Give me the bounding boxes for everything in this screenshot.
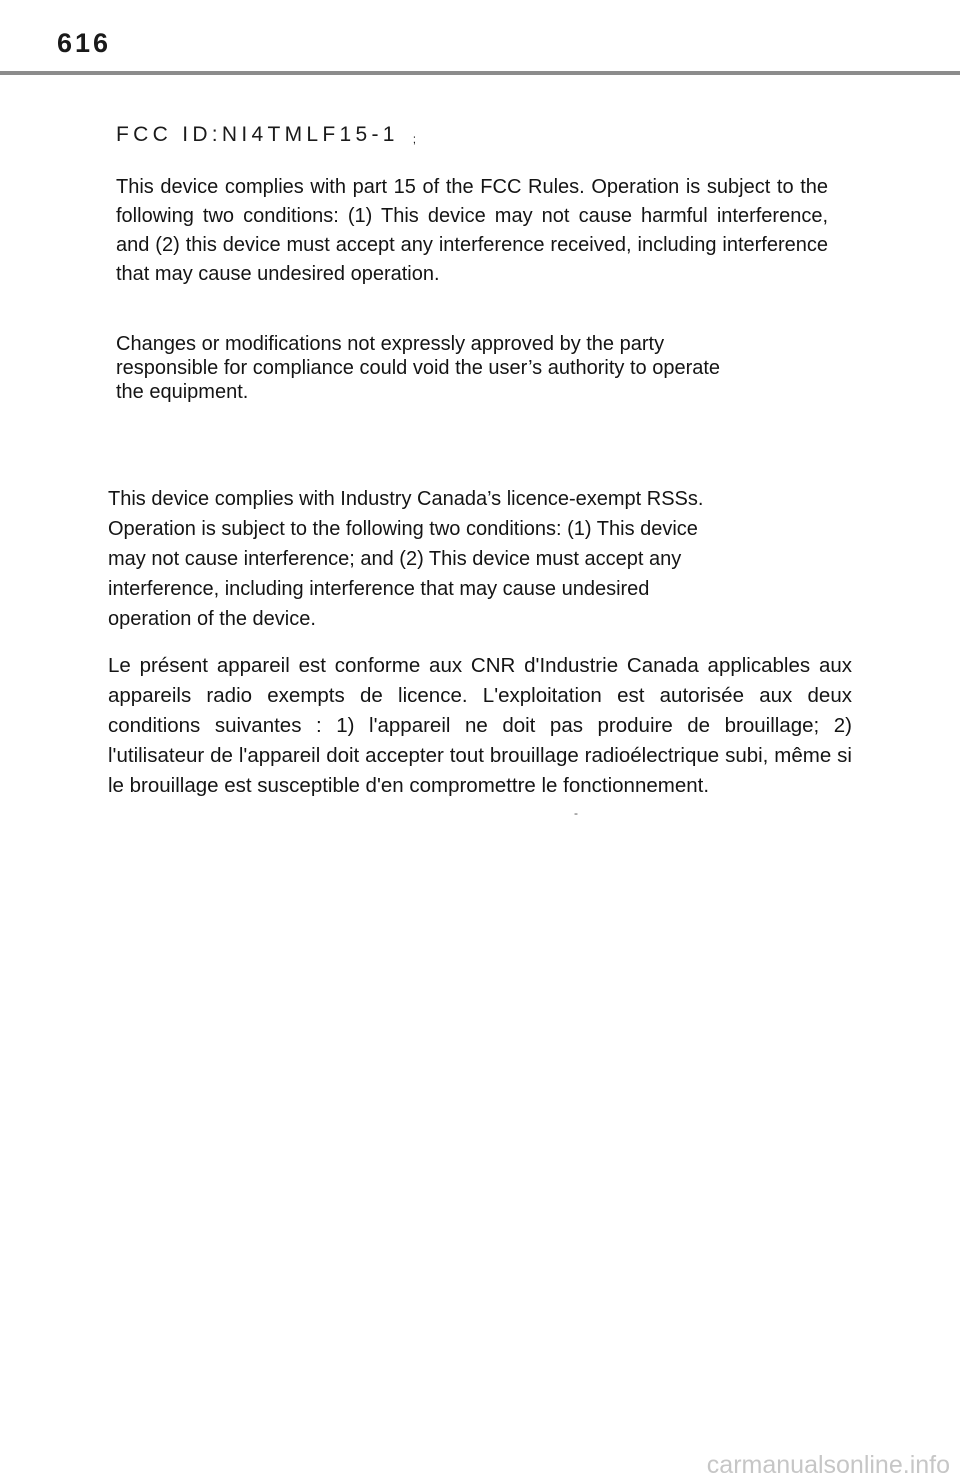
- industry-canada-line: interference, including interference that may cause undesired: [108, 578, 650, 600]
- industry-canada-line: This device complies with Industry Canada’s licence-exempt RSSs.: [108, 488, 704, 510]
- fcc-id-trailing-mark: ;: [412, 132, 417, 146]
- industry-canada-french-paragraph: Le présent appareil est conforme aux CNR d'Industrie Canada applicables aux appareils radio exempts de licence. L'exploitation est autorisée aux deux conditions suivantes : 1) l'appareil ne doit pas produire de brouillage; 2) l'utilisateur de l'appareil doit accepter tout brouillage radioélectrique subi, même si le brouillage est susceptible d'en compromettre le fonctionnement.: [108, 654, 852, 797]
- fcc-changes-line: the equipment.: [116, 381, 249, 403]
- industry-canada-english-paragraph: [108, 484, 828, 634]
- page-number: 616: [57, 28, 112, 58]
- fcc-changes-line: responsible for compliance could void the user’s authority to operate: [116, 357, 721, 379]
- stray-mark: -: [574, 806, 578, 820]
- watermark: carmanualsonline.info: [706, 1451, 950, 1479]
- fcc-compliance-paragraph: This device complies with part 15 of the FCC Rules. Operation is subject to the following two conditions: (1) This device may not cause harmful interference, and (2) this device must accept any interference received, including interference that may cause undesired operation.: [116, 176, 828, 285]
- fcc-changes-line: Changes or modifications not expressly approved by the party: [116, 333, 665, 355]
- header-rule: [0, 71, 960, 75]
- fcc-id-text: FCC ID:NI4TMLF15-1: [116, 123, 399, 146]
- industry-canada-line: Operation is subject to the following two conditions: (1) This device: [108, 518, 698, 540]
- industry-canada-line: may not cause interference; and (2) This device must accept any: [108, 548, 682, 570]
- industry-canada-line: operation of the device.: [108, 608, 316, 630]
- fcc-changes-paragraph: [116, 332, 836, 404]
- fcc-id-line: [116, 123, 416, 147]
